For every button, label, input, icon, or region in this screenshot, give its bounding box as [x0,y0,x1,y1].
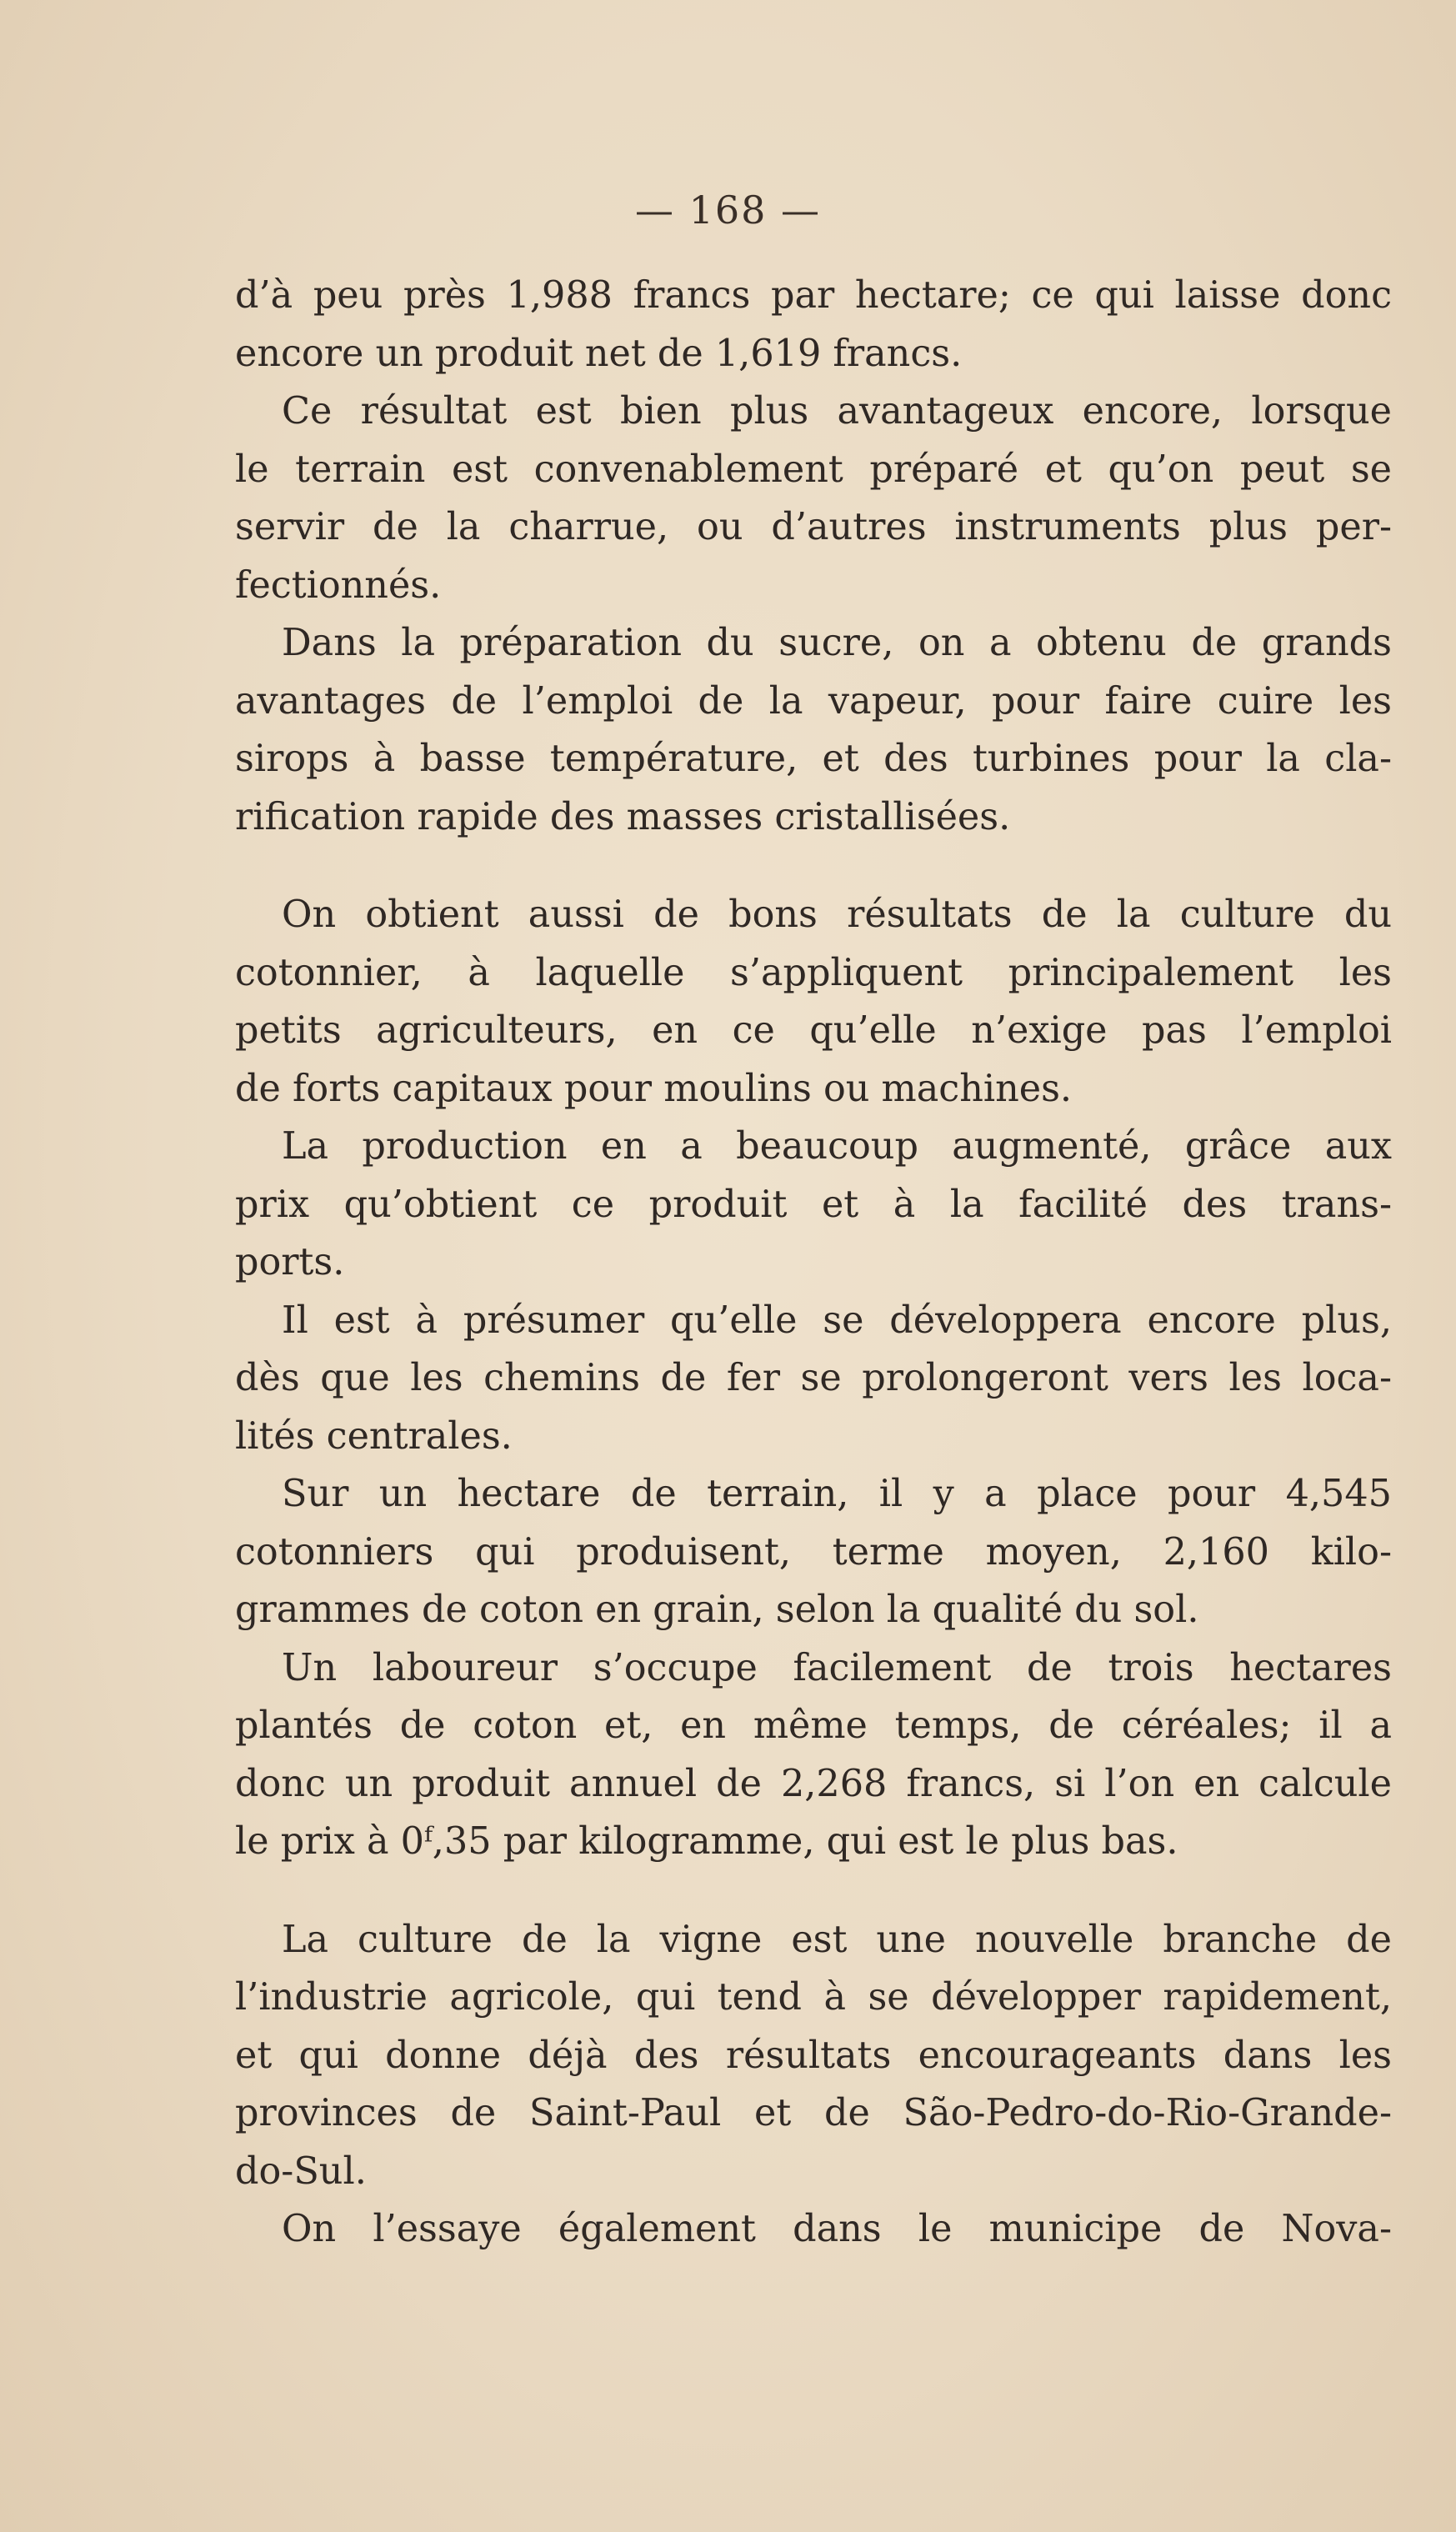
section-gap [235,1871,1392,1911]
text-line: On l’essaye également dans le municipe de Nova- [282,2208,1392,2250]
text-line: do-Sul. [235,2149,367,2193]
text-line: Un laboureur s’occupe facilement de trois hectares [282,1646,1392,1689]
section-gap [235,846,1392,886]
text-line: avantages de l’emploi de la vapeur, pour faire cuire les [235,679,1392,723]
text-line: donc un produit annuel de 2,268 francs, si l’on en calcule [235,1762,1392,1805]
text-line: l’industrie agricole, qui tend à se développer rapidement, [235,1976,1392,2019]
text-line: Sur un hectare de terrain, il y a place pour 4,545 [282,1473,1392,1515]
text-line: Il est à présumer qu’elle se développera encore plus, [282,1299,1392,1342]
text-line: d’à peu près 1,988 francs par hectare; ce qui laisse donc [235,274,1392,317]
text-line: ports. [235,1241,345,1284]
text-line: rification rapide des masses cristallisées. [235,795,1011,838]
text-line: cotonnier, à laquelle s’appliquent principalement les [235,951,1392,994]
text-line: La production en a beaucoup augmenté, grâce aux [282,1125,1392,1168]
text-line: petits agriculteurs, en ce qu’elle n’exige pas l’emploi [235,1009,1392,1052]
text-line: grammes de coton en grain, selon la qualité du sol. [235,1589,1199,1631]
text-line: servir de la charrue, ou d’autres instruments plus per- [235,506,1392,548]
text-line: Dans la préparation du sucre, on a obtenu de grands [282,622,1392,664]
text-line: cotonniers qui produisent, terme moyen, 2,160 kilo- [235,1530,1392,1574]
text-line: le terrain est convenablement préparé et qu’on peut se [235,448,1392,491]
text-line: le prix à 0ᶠ,35 par kilogramme, qui est le plus bas. [235,1820,1178,1863]
text-line: Ce résultat est bien plus avantageux encore, lorsque [282,390,1392,433]
body-text [235,267,1392,2259]
text-line: On obtient aussi de bons résultats de la culture du [282,893,1392,936]
text-line: de forts capitaux pour moulins ou machines. [235,1067,1073,1110]
text-line: lités centrales. [235,1414,513,1458]
text-line: sirops à basse température, et des turbines pour la cla- [235,738,1392,780]
text-line: fectionnés. [235,563,442,607]
text-line: et qui donne déjà des résultats encourageants dans les [235,2034,1392,2077]
text-line: plantés de coton et, en même temps, de céréales; il a [235,1704,1392,1747]
text-line: dès que les chemins de fer se prolongeront vers les loca- [235,1357,1392,1399]
text-line: prix qu’obtient ce produit et à la facilité des trans- [235,1183,1392,1226]
text-line: La culture de la vigne est une nouvelle branche de [282,1918,1392,1961]
text-line: encore un produit net de 1,619 francs. [235,332,963,375]
page-number: — 168 — [634,188,822,233]
text-line: provinces de Saint-Paul et de São-Pedro-do-Rio-Grande- [235,2092,1392,2134]
